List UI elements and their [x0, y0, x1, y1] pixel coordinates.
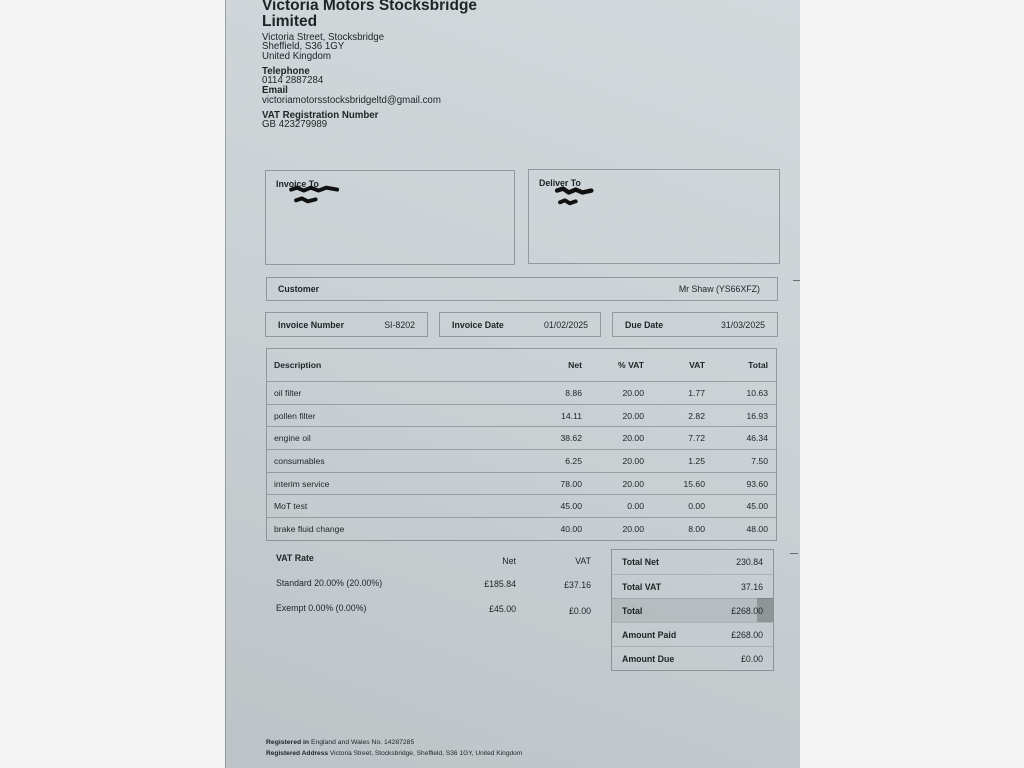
item-description: consumables: [274, 455, 325, 466]
item-net: 6.25: [565, 455, 582, 466]
table-row: [267, 381, 776, 404]
item-total: 93.60: [746, 478, 768, 489]
item-vat-rate: 20.00: [622, 433, 644, 444]
deliver-to-box: [528, 169, 780, 264]
telephone-label: Telephone: [262, 66, 310, 77]
invoice-number-box: [265, 312, 428, 337]
customer-label: Customer: [278, 284, 320, 294]
item-description: brake fluid change: [274, 523, 345, 534]
customer-value: Mr Shaw (YS66XFZ): [678, 284, 760, 294]
item-description: pollen filter: [274, 410, 316, 421]
header-description: Description: [274, 360, 322, 370]
item-net: 40.00: [560, 523, 582, 534]
item-total: 45.00: [746, 501, 768, 512]
item-vat: 7.72: [688, 433, 705, 444]
email-label: Email: [262, 85, 288, 96]
item-vat: 1.25: [688, 455, 705, 466]
company-name-line1: Victoria Motors Stocksbridge: [262, 0, 478, 14]
vat-registration-number: GB 423279989: [262, 119, 328, 130]
item-net: 78.00: [560, 478, 582, 489]
item-vat: 15.60: [683, 478, 705, 489]
item-net: 8.86: [565, 387, 582, 398]
registered-in-text: England and Wales No. 14287285: [310, 739, 415, 746]
due-date-box: [612, 312, 778, 337]
item-net: 38.62: [560, 433, 582, 444]
header-total: Total: [748, 360, 768, 370]
grand-total-row: [612, 598, 773, 622]
due-date-value: 31/03/2025: [720, 319, 765, 330]
company-name-line2: Limited: [262, 13, 318, 30]
invoice-paper: [225, 0, 800, 768]
item-description: oil filter: [274, 387, 302, 398]
vat-registration-label: VAT Registration Number: [262, 110, 379, 121]
item-description: engine oil: [274, 433, 311, 444]
table-row: [267, 472, 776, 495]
vat-summary-rate: Exempt 0.00% (0.00%): [276, 603, 367, 613]
table-row: [267, 449, 776, 472]
item-vat-rate: 20.00: [622, 410, 644, 421]
total-net-row: [612, 550, 773, 574]
deliver-to-label: Deliver To: [539, 178, 581, 188]
item-total: 48.00: [746, 523, 768, 534]
invoice-number-label: Invoice Number: [278, 319, 344, 330]
item-vat: 2.82: [688, 410, 705, 421]
company-address-line: United Kingdom: [262, 51, 331, 62]
vat-summary-rate: Standard 20.00% (20.00%): [276, 578, 383, 588]
item-vat: 8.00: [688, 523, 705, 534]
item-total: 16.93: [746, 410, 768, 421]
invoice-date-value: 01/02/2025: [543, 319, 588, 330]
invoice-date-box: [439, 312, 601, 337]
telephone-value: 0114 2887284: [262, 75, 324, 86]
vat-summary-net: £45.00: [489, 604, 516, 614]
header-vat: VAT: [689, 360, 705, 370]
table-row: [267, 494, 776, 517]
total-vat-value: 37.16: [740, 581, 763, 592]
registered-address-label: Registered Address: [266, 750, 329, 757]
vat-summary-vat: £0.00: [568, 606, 591, 616]
email-value: victoriamotorsstocksbridgeltd@gmail.com: [262, 95, 441, 106]
item-vat: 0.00: [688, 501, 705, 512]
total-net-label: Total Net: [622, 557, 659, 567]
item-total: 46.34: [746, 433, 768, 444]
redaction-scribble: [529, 170, 779, 263]
amount-paid-row: [612, 622, 773, 646]
item-vat: 1.77: [688, 387, 705, 398]
redaction-stroke: [557, 189, 591, 193]
due-date-label: Due Date: [625, 319, 664, 330]
amount-due-label: Amount Due: [622, 653, 675, 664]
vat-rate-header: VAT Rate: [276, 553, 314, 563]
redaction-stroke: [560, 200, 576, 203]
invoice-to-box: [265, 170, 515, 265]
vat-summary-vat-header: VAT: [575, 556, 591, 566]
amount-due-value: £0.00: [740, 653, 763, 664]
company-address-line: Victoria Street, Stocksbridge: [262, 32, 385, 43]
item-net: 45.00: [560, 501, 582, 512]
item-net: 14.11: [561, 410, 582, 421]
table-row: [267, 426, 776, 449]
item-description: interim service: [274, 478, 330, 489]
line-items-table: [266, 348, 777, 541]
header-net: Net: [568, 360, 582, 370]
customer-box: [266, 277, 778, 301]
item-total: 7.50: [751, 455, 768, 466]
registered-in-label: Registered in: [266, 739, 310, 746]
edge-mark: [793, 280, 800, 281]
header-vat-rate: % VAT: [618, 360, 644, 370]
vat-summary-net-header: Net: [502, 556, 516, 566]
invoice-number-value: SI-8202: [384, 319, 415, 330]
table-row: [267, 404, 776, 427]
amount-paid-value: £268.00: [731, 629, 763, 640]
total-vat-label: Total VAT: [622, 581, 662, 592]
total-net-value: 230.84: [736, 557, 763, 567]
item-vat-rate: 20.00: [622, 387, 644, 398]
redaction-stroke: [291, 188, 337, 191]
total-vat-row: [612, 574, 773, 598]
footer-registered-in: [266, 739, 414, 747]
registered-address-text: Victoria Street, Stocksbridge, Sheffield, S36 1GY, United Kingdom: [329, 750, 523, 757]
redaction-stroke: [296, 198, 316, 201]
item-vat-rate: 20.00: [622, 478, 644, 489]
item-description: MoT test: [274, 501, 308, 512]
edge-mark: [790, 553, 798, 554]
company-address-line: Sheffield, S36 1GY: [262, 41, 345, 52]
grand-total-label: Total: [622, 605, 643, 616]
table-header-row: [267, 349, 776, 381]
vat-summary-net: £185.84: [484, 579, 516, 589]
item-total: 10.63: [746, 387, 768, 398]
footer-registered-address: [266, 750, 522, 758]
vat-summary-vat: £37.16: [564, 580, 591, 590]
item-vat-rate: 0.00: [627, 501, 644, 512]
amount-due-row: [612, 646, 773, 670]
redaction-scribble: [266, 171, 514, 264]
totals-box: [611, 549, 774, 671]
amount-paid-label: Amount Paid: [622, 629, 677, 640]
table-row: [267, 517, 776, 540]
item-vat-rate: 20.00: [622, 523, 644, 534]
item-vat-rate: 20.00: [622, 455, 644, 466]
grand-total-value: £268.00: [731, 605, 763, 616]
invoice-to-label: Invoice To: [276, 179, 319, 189]
invoice-date-label: Invoice Date: [452, 319, 504, 330]
